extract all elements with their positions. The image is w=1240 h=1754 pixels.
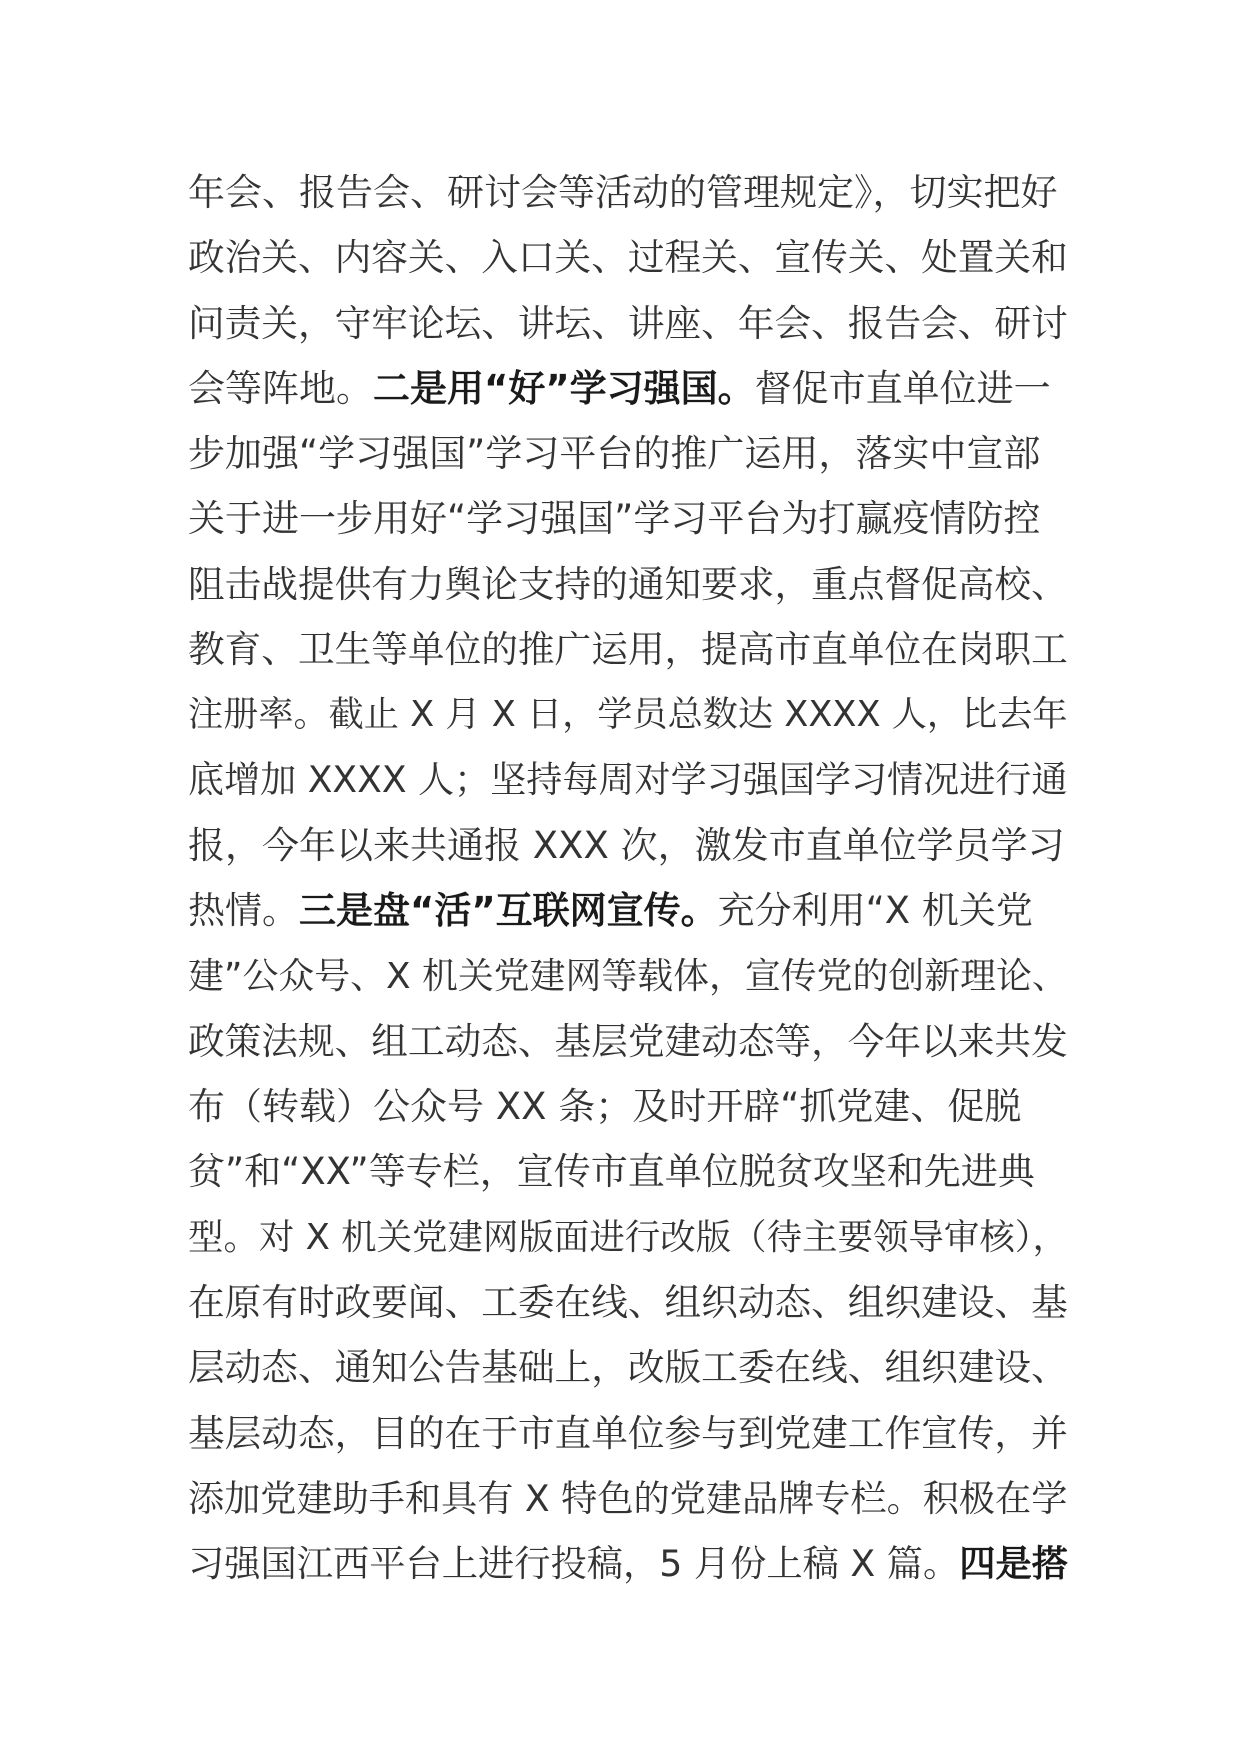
text-line xyxy=(188,486,1068,551)
body-text-segment: 布（转载）公众号 XX 条；及时开辟“抓党建、促脱 xyxy=(188,1085,1022,1129)
body-text-segment: 关于进一步用好“学习强国”学习平台为打赢疫情防控 xyxy=(188,497,1041,541)
text-line xyxy=(188,1270,1068,1335)
body-text-segment: 热情。 xyxy=(188,889,299,933)
body-text-segment: 型。对 X 机关党建网版面进行改版（待主要领导审核）， xyxy=(188,1216,1068,1258)
text-line xyxy=(188,1401,1068,1466)
body-text-segment: 年会、报告会、研讨会等活动的管理规定》，切实把好 xyxy=(188,171,1058,214)
text-line xyxy=(188,1139,1068,1204)
body-text-segment: 政治关、内容关、入口关、过程关、宣传关、处置关和 xyxy=(188,236,1068,280)
text-line xyxy=(188,1466,1068,1531)
bold-heading-text: 二是用“好”学习强国。 xyxy=(373,366,755,410)
body-text-segment: 在原有时政要闻、工委在线、组织动态、组织建设、基 xyxy=(188,1281,1068,1325)
body-text-segment: 底增加 XXXX 人；坚持每周对学习强国学习情况进行通 xyxy=(188,758,1068,801)
body-text-segment: 问责关，守牢论坛、讲坛、讲座、年会、报告会、研讨 xyxy=(188,301,1068,345)
text-line xyxy=(188,421,1068,486)
text-line xyxy=(188,944,1068,1009)
body-text-segment: 教育、卫生等单位的推广运用，提高市直单位在岗职工 xyxy=(188,628,1068,672)
text-line xyxy=(188,160,1068,225)
body-text-segment: 贫”和“XX”等专栏，宣传市直单位脱贫攻坚和先进典 xyxy=(188,1150,1035,1194)
body-paragraph xyxy=(188,160,1068,1597)
body-text-segment: 会等阵地。 xyxy=(188,366,373,410)
text-line xyxy=(188,356,1068,421)
bold-heading-text: 四是搭 xyxy=(959,1542,1068,1586)
text-line xyxy=(188,682,1068,747)
body-text-segment: 报，今年以来共通报 XXX 次，激发市直单位学员学习 xyxy=(188,823,1065,867)
body-text-segment: 阻击战提供有力舆论支持的通知要求，重点督促高校、 xyxy=(188,562,1068,606)
body-text-segment: 充分利用“X 机关党 xyxy=(717,889,1033,933)
text-line xyxy=(188,748,1068,813)
text-line xyxy=(188,813,1068,878)
text-line xyxy=(188,291,1068,356)
text-line xyxy=(188,225,1068,290)
text-line xyxy=(188,1205,1068,1270)
text-line xyxy=(188,1074,1068,1139)
body-text-segment: 习强国江西平台上进行投稿，5 月份上稿 X 篇。 xyxy=(188,1542,960,1586)
body-text-segment: 督促市直单位进一 xyxy=(754,366,1051,410)
text-line xyxy=(188,1531,1068,1596)
body-text-segment: 建”公众号、X 机关党建网等载体，宣传党的创新理论、 xyxy=(188,955,1068,997)
body-text-segment: 注册率。截止 X 月 X 日，学员总数达 XXXX 人，比去年 xyxy=(188,694,1068,736)
text-line xyxy=(188,1009,1068,1074)
text-line xyxy=(188,617,1068,682)
bold-heading-text: 三是盘“活”互联网宣传。 xyxy=(299,889,718,933)
text-line xyxy=(188,552,1068,617)
body-text-segment: 政策法规、组工动态、基层党建动态等，今年以来共发 xyxy=(188,1019,1068,1063)
text-line xyxy=(188,1335,1068,1400)
body-text-segment: 层动态、通知公告基础上，改版工委在线、组织建设、 xyxy=(188,1346,1068,1390)
body-text-segment: 添加党建助手和具有 X 特色的党建品牌专栏。积极在学 xyxy=(188,1476,1068,1520)
body-text-segment: 步加强“学习强国”学习平台的推广运用，落实中宣部 xyxy=(188,432,1041,476)
body-text-segment: 基层动态，目的在于市直单位参与到党建工作宣传，并 xyxy=(188,1411,1068,1455)
text-line xyxy=(188,878,1068,943)
